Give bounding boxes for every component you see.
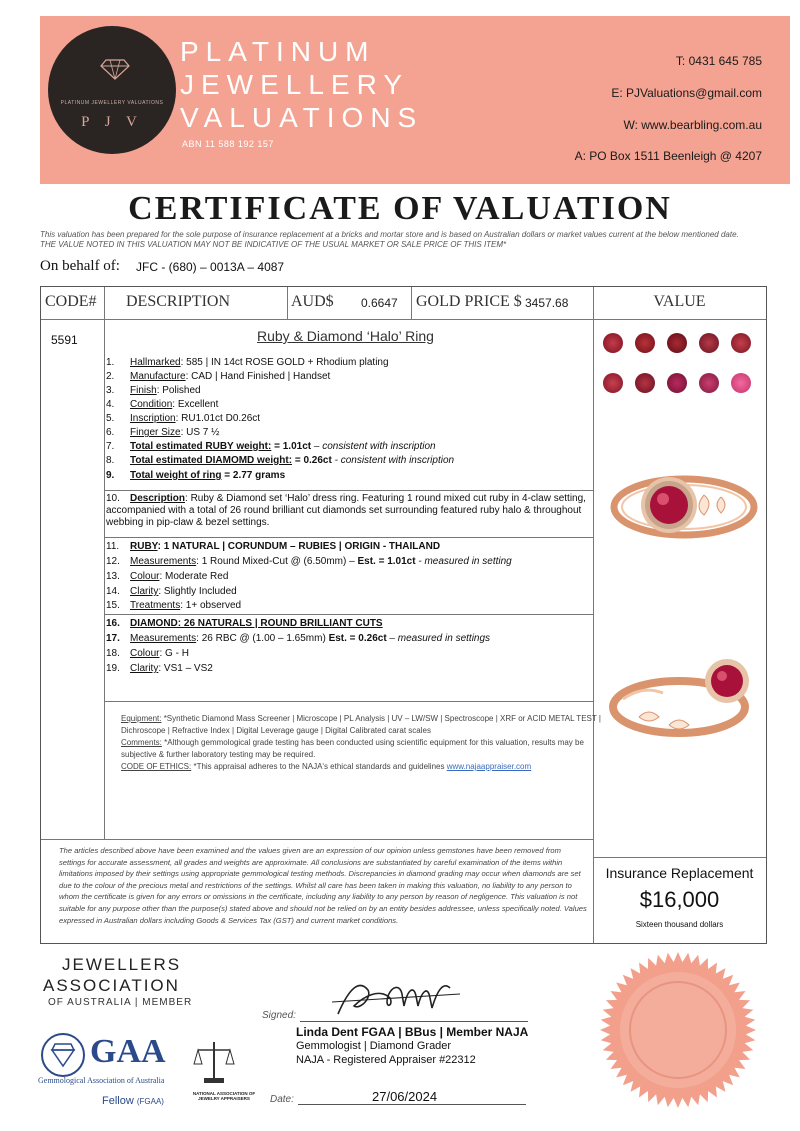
insurance-label: Insurance Replacement [605,865,754,881]
list-item: 5. Inscription: RU1.01ct D0.26ct [106,413,261,424]
ja-line-3: OF AUSTRALIA | MEMBER [48,997,193,1008]
list-item: 6. Finger Size: US 7 ½ [106,427,220,438]
certificate-title: CERTIFICATE OF VALUATION [128,190,672,227]
list-item: 16. DIAMOND: 26 NATURALS | ROUND BRILLIANT CUTS [106,618,383,629]
ethics-note: CODE OF ETHICS: *This appraisal adheres to the NAJA's ethical standards and guidelines www.najaappraiser.com [121,762,532,771]
fine-print: The articles described above have been examined and the values given are an expression of our opinion unless gemstones have been removed from settings for accurate assessment, all grades and weights are approximate. All conclusions are substantiated by careful examination of the items within limitations imposed by their settings using appropriate gemmological testing methods. Discrepancies in diamond grading may occur when diamonds are set due to the colour of the precious metal and restrictions of the settings. Whilst all care has been taken in making this valuation, no liability to any person to whom the certificate is given for any errors or omissions in the certificate, including any liability to any person by reason of negligence. This valuation is not suitable for any purpose other than the purpose(s) stated above and should not be relied on by an entity besides addressee, unless specifically noted. Values expressed in Australian dollars including Goods & Services Tax (GST) and current market conditions. [59,846,587,925]
column-divider [593,287,594,943]
insurance-words: Sixteen thousand dollars [635,920,724,929]
letterhead [40,16,790,184]
gaa-logo-text: GAA [90,1033,166,1070]
aud-rate: 0.6647 [361,296,398,310]
signature-line [300,1021,528,1022]
list-item: 15. Treatments: 1+ observed [106,600,242,611]
disclaimer-line-2: THE VALUE NOTED IN THIS VALUATION MAY NOT BE INDICATIVE OF THE USUAL MARKET OR SALE PRICE OF THIS ITEM* [40,240,507,249]
header-gold-price: GOLD PRICE $ [416,293,522,310]
contact-address: A: PO Box 1511 Beenleigh @ 4207 [574,149,762,163]
list-item: 3. Finish: Polished [106,385,201,396]
ring-image-top [609,457,759,557]
column-divider [287,287,288,319]
ruby-sample [699,373,719,393]
list-item: 2. Manufacture: CAD | Hand Finished | Handset [106,371,331,382]
list-item: 14. Clarity: Slightly Included [106,586,237,597]
list-item: 12. Measurements: 1 Round Mixed-Cut @ (6.50mm) – Est. = 1.01ct - measured in setting [106,556,512,567]
description-paragraph: 10. Description: Ruby & Diamond set ‘Halo’ dress ring. Featuring 1 round mixed cut ruby in 4-claw setting, accompanied with a total of 26 round brilliant cut diamonds set surrounding featured ruby halo & throughout webbing in pip-claw & bezel settings. [106,493,586,528]
signer-name: Linda Dent FGAA | BBus | Member NAJA [296,1025,529,1039]
ruby-sample [667,373,687,393]
disclaimer-line-1: This valuation has been prepared for the sole purpose of insurance replacement at a bricks and mortar store and is based on Australian dollars or market values current at the below mentioned date. [40,230,739,239]
ring-image-side [609,647,759,747]
behalf-label: On behalf of: [40,258,120,274]
ruby-sample [635,373,655,393]
certificate-date: 27/06/2024 [372,1089,438,1104]
header-aud: AUD$ [291,293,334,310]
header-description: DESCRIPTION [126,293,231,310]
column-divider [104,287,105,319]
equipment-note: Equipment: *Synthetic Diamond Mass Screener | Microscope | PL Analysis | UV – LW/SW | Spectroscope | XRF or ACID METAL TEST | Dichroscope | Refractive Index | Digital Leverage gauge | Digital Calibrated carat scales [121,714,601,735]
list-item: 19. Clarity: VS1 – VS2 [106,663,213,674]
gold-price-value: 3457.68 [525,296,569,310]
ruby-sample [667,333,687,353]
contact-website: W: www.bearbling.com.au [623,118,762,132]
row-divider [104,701,593,702]
list-item: 11. RUBY: 1 NATURAL | CORUNDUM – RUBIES | ORIGIN - THAILAND [106,541,441,552]
brand-line-1: PLATINUM [180,36,376,67]
gaa-emblem-icon [40,1032,86,1078]
signed-label: Signed: [262,1010,296,1021]
ruby-sample [731,333,751,353]
column-divider [104,319,105,839]
insurance-value: $16,000 [639,887,720,912]
fellow-label: Fellow (FGAA) [102,1095,164,1107]
ruby-sample [603,333,623,353]
naja-name: NATIONAL ASSOCIATION OF JEWELRY APPRAISERS [192,1091,256,1101]
item-title: Ruby & Diamond ‘Halo’ Ring [257,328,434,344]
list-item: 13. Colour: Moderate Red [106,571,229,582]
ruby-sample [635,333,655,353]
naja-link[interactable]: www.najaappraiser.com [446,762,532,771]
header-divider [41,319,766,320]
contact-email: E: PJValuations@gmail.com [611,86,762,100]
list-item: 4. Condition: Excellent [106,399,219,410]
list-item: 7. Total estimated RUBY weight: = 1.01ct – consistent with inscription [106,441,436,452]
list-item: 9. Total weight of ring = 2.77 grams [106,470,286,481]
brand-line-3: VALUATIONS [180,102,424,133]
row-divider [104,614,593,615]
header-value: VALUE [653,293,706,310]
ruby-colour-grade-chart [601,331,761,411]
date-label: Date: [270,1094,294,1105]
embossed-seal [598,950,758,1110]
column-divider [411,287,412,319]
scales-icon [192,1038,236,1086]
diamond-icon [100,58,130,80]
ruby-sample [603,373,623,393]
contact-phone: T: 0431 645 785 [675,54,762,68]
seal-face [620,972,736,1088]
signer-role-1: Gemmologist | Diamond Grader [296,1040,452,1052]
ruby-sample [699,333,719,353]
valuation-table [40,286,767,944]
header-code: CODE# [45,293,97,310]
list-item: 1. Hallmarked: 585 | IN 14ct ROSE GOLD + Rhodium plating [106,357,389,368]
row-divider [104,537,593,538]
company-logo [48,26,176,154]
list-item: 18. Colour: G - H [106,648,189,659]
section-divider [41,839,593,840]
signer-role-2: NAJA - Registered Appraiser #22312 [296,1054,476,1066]
comments-note: Comments: *Although gemmological grade testing has been conducted using scientific equipment for this valuation, results may be subjective & further laboratory testing may be required. [121,738,584,759]
list-item: 17. Measurements: 26 RBC @ (1.00 – 1.65mm) Est. = 0.26ct – measured in settings [106,633,491,644]
abn-number: ABN 11 588 192 157 [182,139,274,149]
ja-line-1: JEWELLERS [62,955,182,974]
logo-initials: P J V [81,114,143,130]
brand-line-2: JEWELLERY [180,69,409,100]
ja-line-2: ASSOCIATION [43,976,180,995]
behalf-value: JFC - (680) – 0013A – 4087 [136,260,285,274]
section-divider [593,857,766,858]
logo-small-text: PLATINUM JEWELLERY VALUATIONS [60,100,164,106]
signature [330,976,470,1020]
row-divider [104,490,593,491]
item-code: 5591 [51,333,78,347]
ruby-sample [731,373,751,393]
date-line [298,1104,526,1105]
gaa-full-name: Gemmological Association of Australia [38,1076,165,1085]
list-item: 8. Total estimated DIAMOMD weight: = 0.26ct - consistent with inscription [106,455,455,466]
